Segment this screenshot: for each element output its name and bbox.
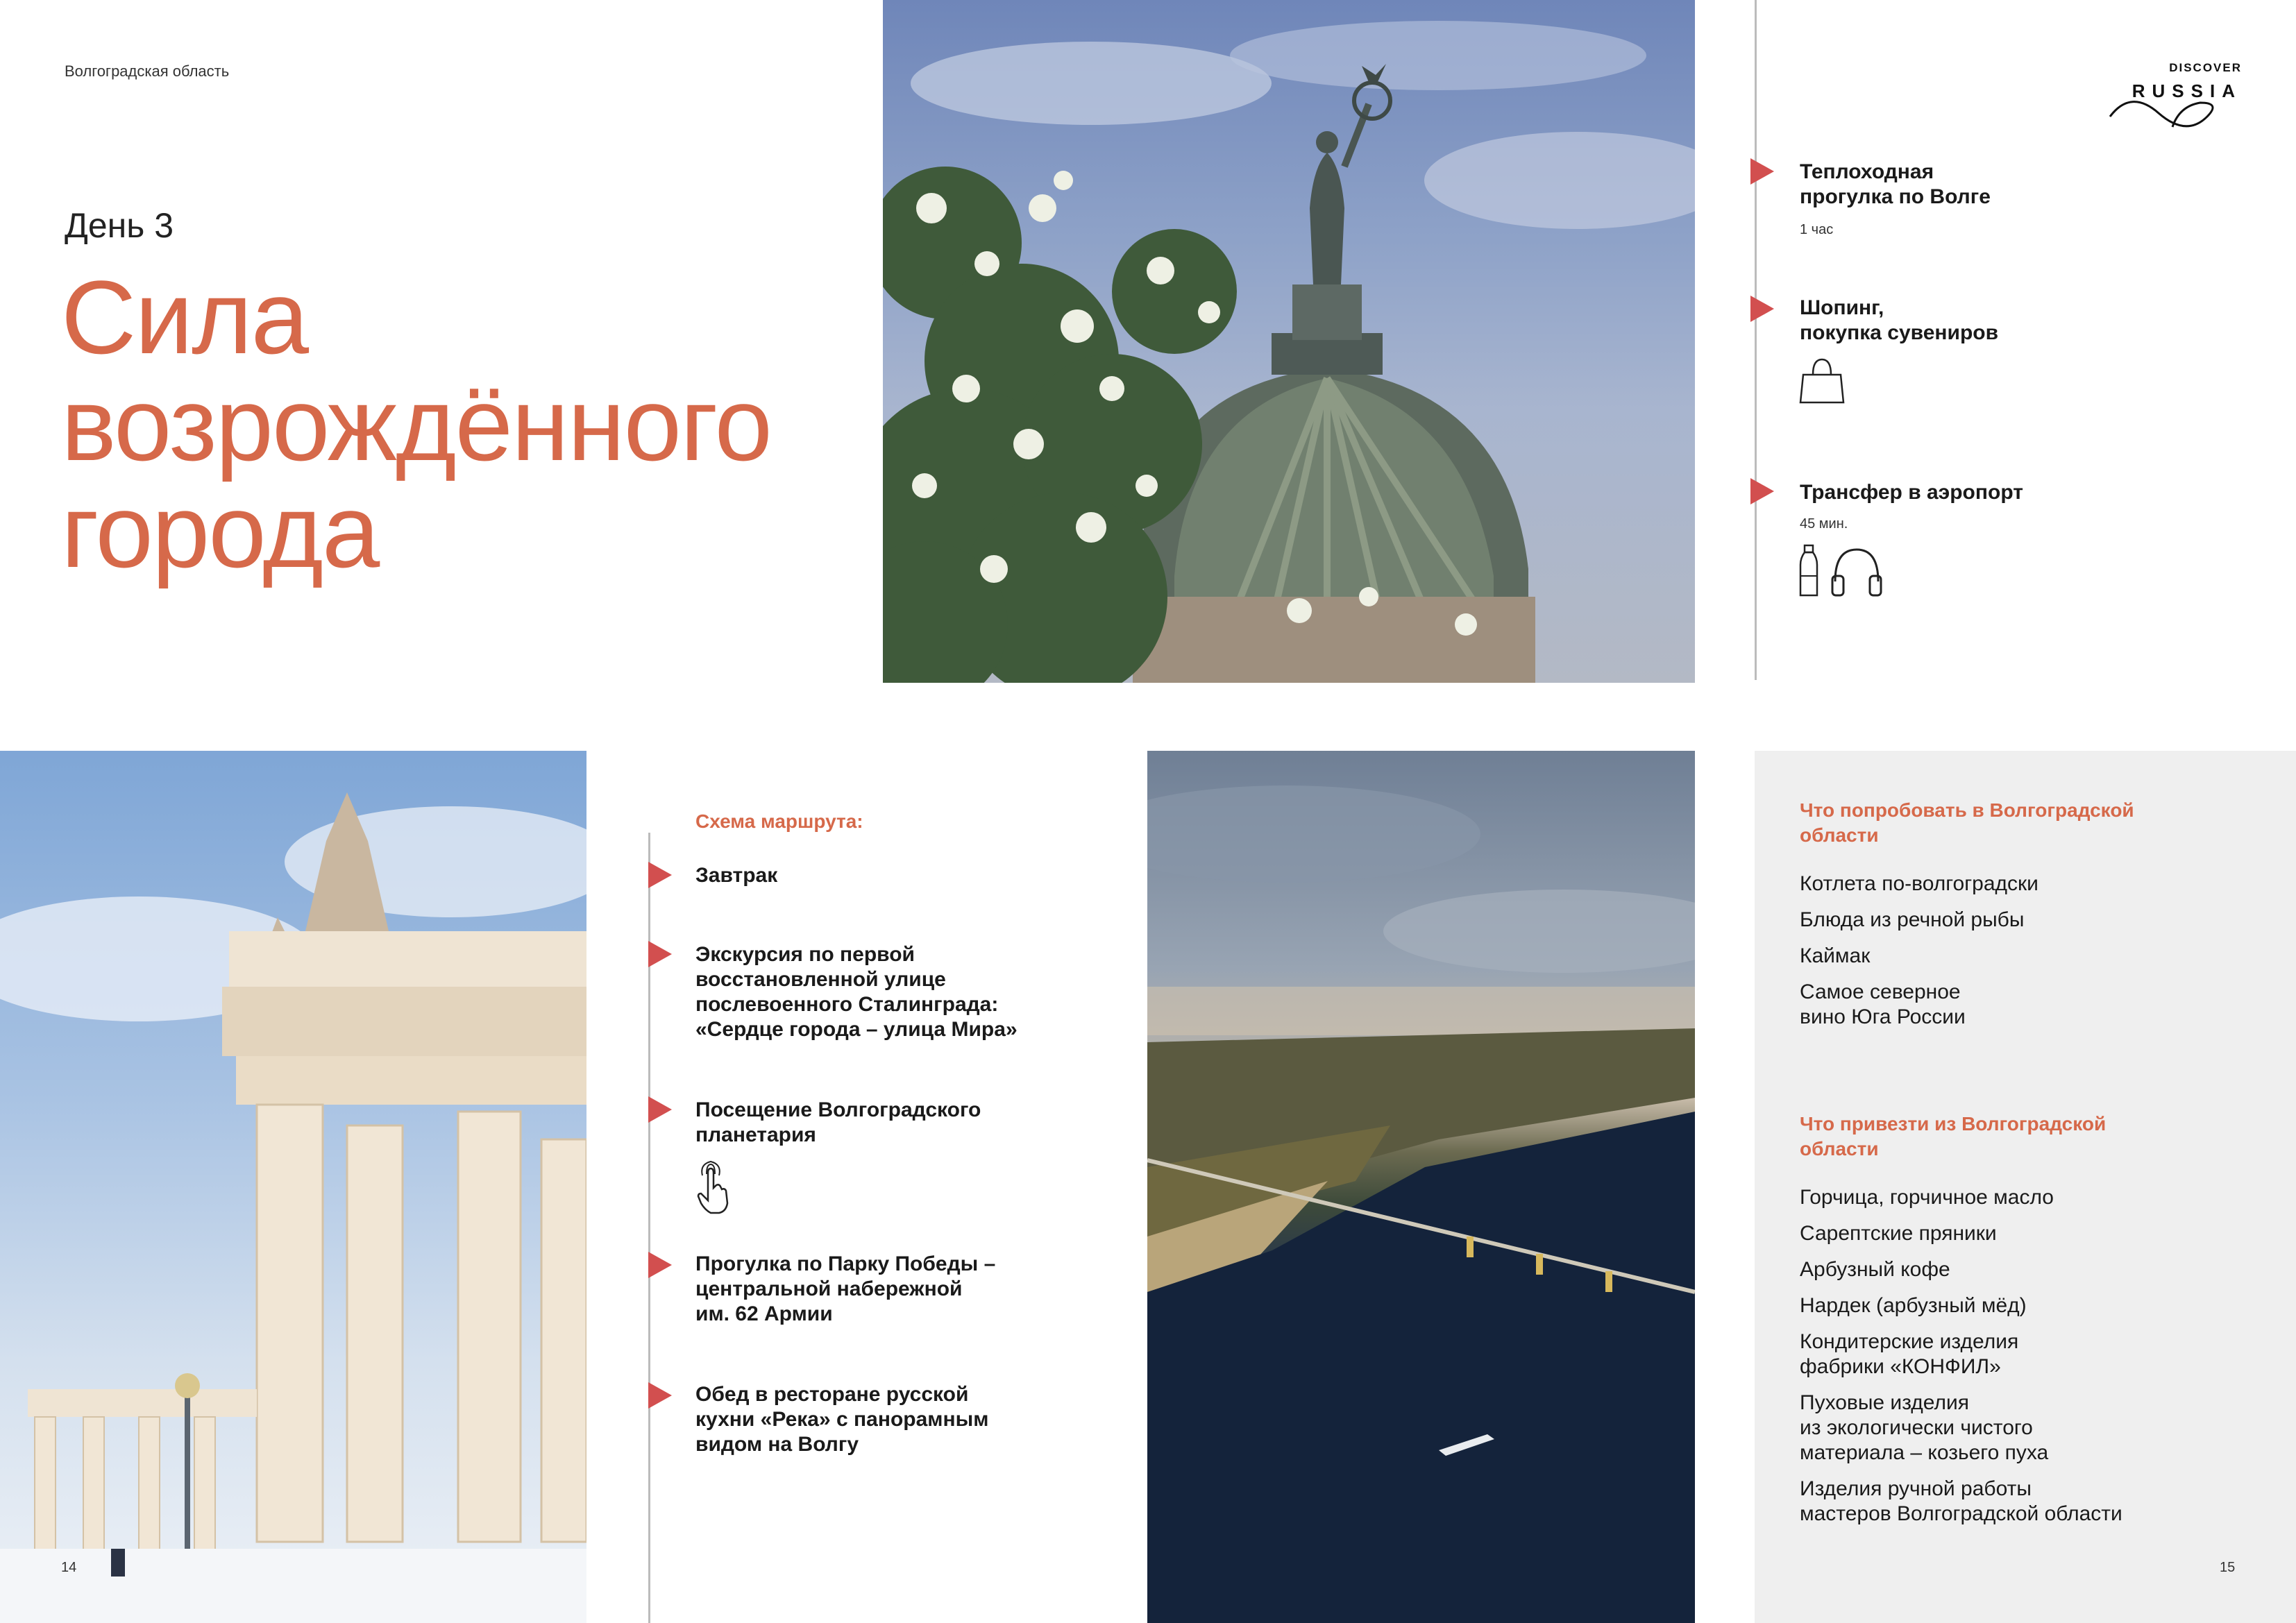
headphones-icon — [1830, 545, 1884, 598]
volga-river-photo — [1147, 751, 1695, 1623]
title-line-3: города — [61, 473, 379, 589]
touch-hand-icon — [691, 1160, 733, 1216]
route-item-4-line-1: Прогулка по Парку Победы – — [695, 1252, 996, 1275]
top-item-1-line-2: прогулка по Волге — [1800, 185, 1991, 208]
route-item-1-line-1: Завтрак — [695, 864, 778, 887]
bring-item-7-line-1: Изделия ручной работы — [1800, 1477, 2032, 1500]
bring-item-5-line-1: Кондитерские изделия — [1800, 1330, 2019, 1353]
top-item-1-duration: 1 час — [1800, 222, 1834, 237]
route-item-2-marker — [648, 941, 672, 967]
try-list — [1800, 872, 2188, 1041]
route-item-3-marker — [648, 1096, 672, 1123]
try-item — [1800, 944, 2188, 969]
route-item-2-line-3: послевоенного Сталинграда: — [695, 993, 999, 1016]
top-item-1-line-1: Теплоходная — [1800, 160, 1934, 183]
try-item — [1800, 872, 2188, 897]
bring-heading — [1800, 1112, 2188, 1162]
top-item-3-duration: 45 мин. — [1800, 516, 1848, 532]
logo-bottom-text: RUSSIA — [2132, 80, 2242, 101]
page-number-right: 15 — [2220, 1560, 2236, 1575]
route-item-3 — [695, 1098, 981, 1148]
top-item-1-marker — [1750, 158, 1774, 185]
colonnade-illustration — [0, 751, 586, 1623]
route-item-3-line-1: Посещение Волгоградского — [695, 1098, 981, 1121]
bring-item-3-text: Арбузный кофе — [1800, 1258, 1950, 1281]
try-item — [1800, 980, 2188, 1030]
bring-item-6-line-2: из экологически чистого — [1800, 1416, 2033, 1439]
bring-item-5-line-2: фабрики «КОНФИЛ» — [1800, 1355, 2001, 1378]
bring-item-4-text: Нардек (арбузный мёд) — [1800, 1294, 2027, 1317]
shopping-bag-icon — [1798, 355, 1846, 405]
top-item-3-line-1: Трансфер в аэропорт — [1800, 481, 2023, 504]
page-title — [61, 259, 873, 589]
bring-heading-line-2: области — [1800, 1138, 1879, 1159]
route-item-4-line-2: центральной набережной — [695, 1277, 963, 1300]
bring-heading-line-1: Что привезти из Волгоградской — [1800, 1113, 2107, 1135]
bring-item-6-line-3: материала – козьего пуха — [1800, 1441, 2049, 1464]
route-item-2 — [695, 942, 1018, 1042]
try-item-4-line-1: Самое северное — [1800, 980, 1961, 1003]
route-item-5 — [695, 1382, 988, 1457]
route-item-2-line-1: Экскурсия по первой — [695, 943, 915, 966]
recommendations-panel — [1755, 751, 2296, 1623]
route-item-4 — [695, 1252, 995, 1327]
route-item-1-marker — [648, 862, 672, 888]
page-number-left: 14 — [61, 1560, 77, 1575]
top-timeline-line — [1755, 0, 1757, 680]
bring-item — [1800, 1293, 2188, 1318]
try-item-4-line-2: вино Юга России — [1800, 1005, 1966, 1028]
try-item — [1800, 908, 2188, 933]
try-item-3-text: Каймак — [1800, 944, 1871, 967]
day-label: День 3 — [65, 206, 174, 245]
top-item-3 — [1800, 480, 2023, 505]
bring-item-1-text: Горчица, горчичное масло — [1800, 1186, 2054, 1209]
route-item-4-marker — [648, 1252, 672, 1278]
bring-item-7-line-2: мастеров Волгоградской области — [1800, 1502, 2122, 1525]
route-item-5-marker — [648, 1382, 672, 1409]
top-item-1 — [1800, 160, 1991, 210]
top-item-2 — [1800, 296, 1998, 346]
route-item-5-line-3: видом на Волгу — [695, 1433, 859, 1456]
try-item-1-text: Котлета по-волгоградски — [1800, 872, 2038, 895]
bring-item — [1800, 1477, 2188, 1527]
route-item-2-line-2: восстановленной улице — [695, 968, 946, 991]
try-heading-line-1: Что попробовать в Волгоградской — [1800, 799, 2134, 821]
bring-item — [1800, 1391, 2188, 1465]
bring-item-2-text: Сарептские пряники — [1800, 1222, 1997, 1245]
discover-russia-logo — [2103, 61, 2242, 137]
region-label: Волгоградская область — [65, 62, 230, 80]
bring-item — [1800, 1185, 2188, 1210]
title-line-2: возрождённого — [61, 366, 771, 482]
logo-swoosh-icon — [2103, 75, 2242, 137]
bring-item — [1800, 1221, 2188, 1246]
dome-illustration — [883, 0, 1695, 683]
top-item-2-line-1: Шопинг, — [1800, 296, 1884, 319]
route-item-4-line-3: им. 62 Армии — [695, 1302, 833, 1325]
dome-statue-photo — [883, 0, 1695, 683]
try-heading — [1800, 798, 2188, 848]
bring-item-6-line-1: Пуховые изделия — [1800, 1391, 1969, 1414]
bring-item — [1800, 1329, 2188, 1379]
title-line-1: Сила — [61, 259, 308, 375]
route-heading: Схема маршрута: — [695, 810, 863, 832]
route-item-5-line-2: кухни «Река» с панорамным — [695, 1408, 989, 1431]
route-item-2-line-4: «Сердце города – улица Мира» — [695, 1018, 1018, 1041]
top-item-3-marker — [1750, 478, 1774, 504]
top-item-2-line-2: покупка сувениров — [1800, 321, 1999, 344]
route-item-5-line-1: Обед в ресторане русской — [695, 1383, 969, 1406]
water-bottle-icon — [1798, 544, 1820, 598]
river-illustration — [1147, 751, 1695, 1623]
bring-item — [1800, 1257, 2188, 1282]
try-item-2-text: Блюда из речной рыбы — [1800, 908, 2025, 931]
logo-top-text: DISCOVER — [2169, 61, 2242, 74]
route-item-1 — [695, 863, 777, 888]
route-item-3-line-2: планетария — [695, 1123, 816, 1146]
bring-list — [1800, 1185, 2188, 1538]
try-heading-line-2: области — [1800, 824, 1879, 846]
colonnade-photo — [0, 751, 586, 1623]
top-item-2-marker — [1750, 296, 1774, 322]
